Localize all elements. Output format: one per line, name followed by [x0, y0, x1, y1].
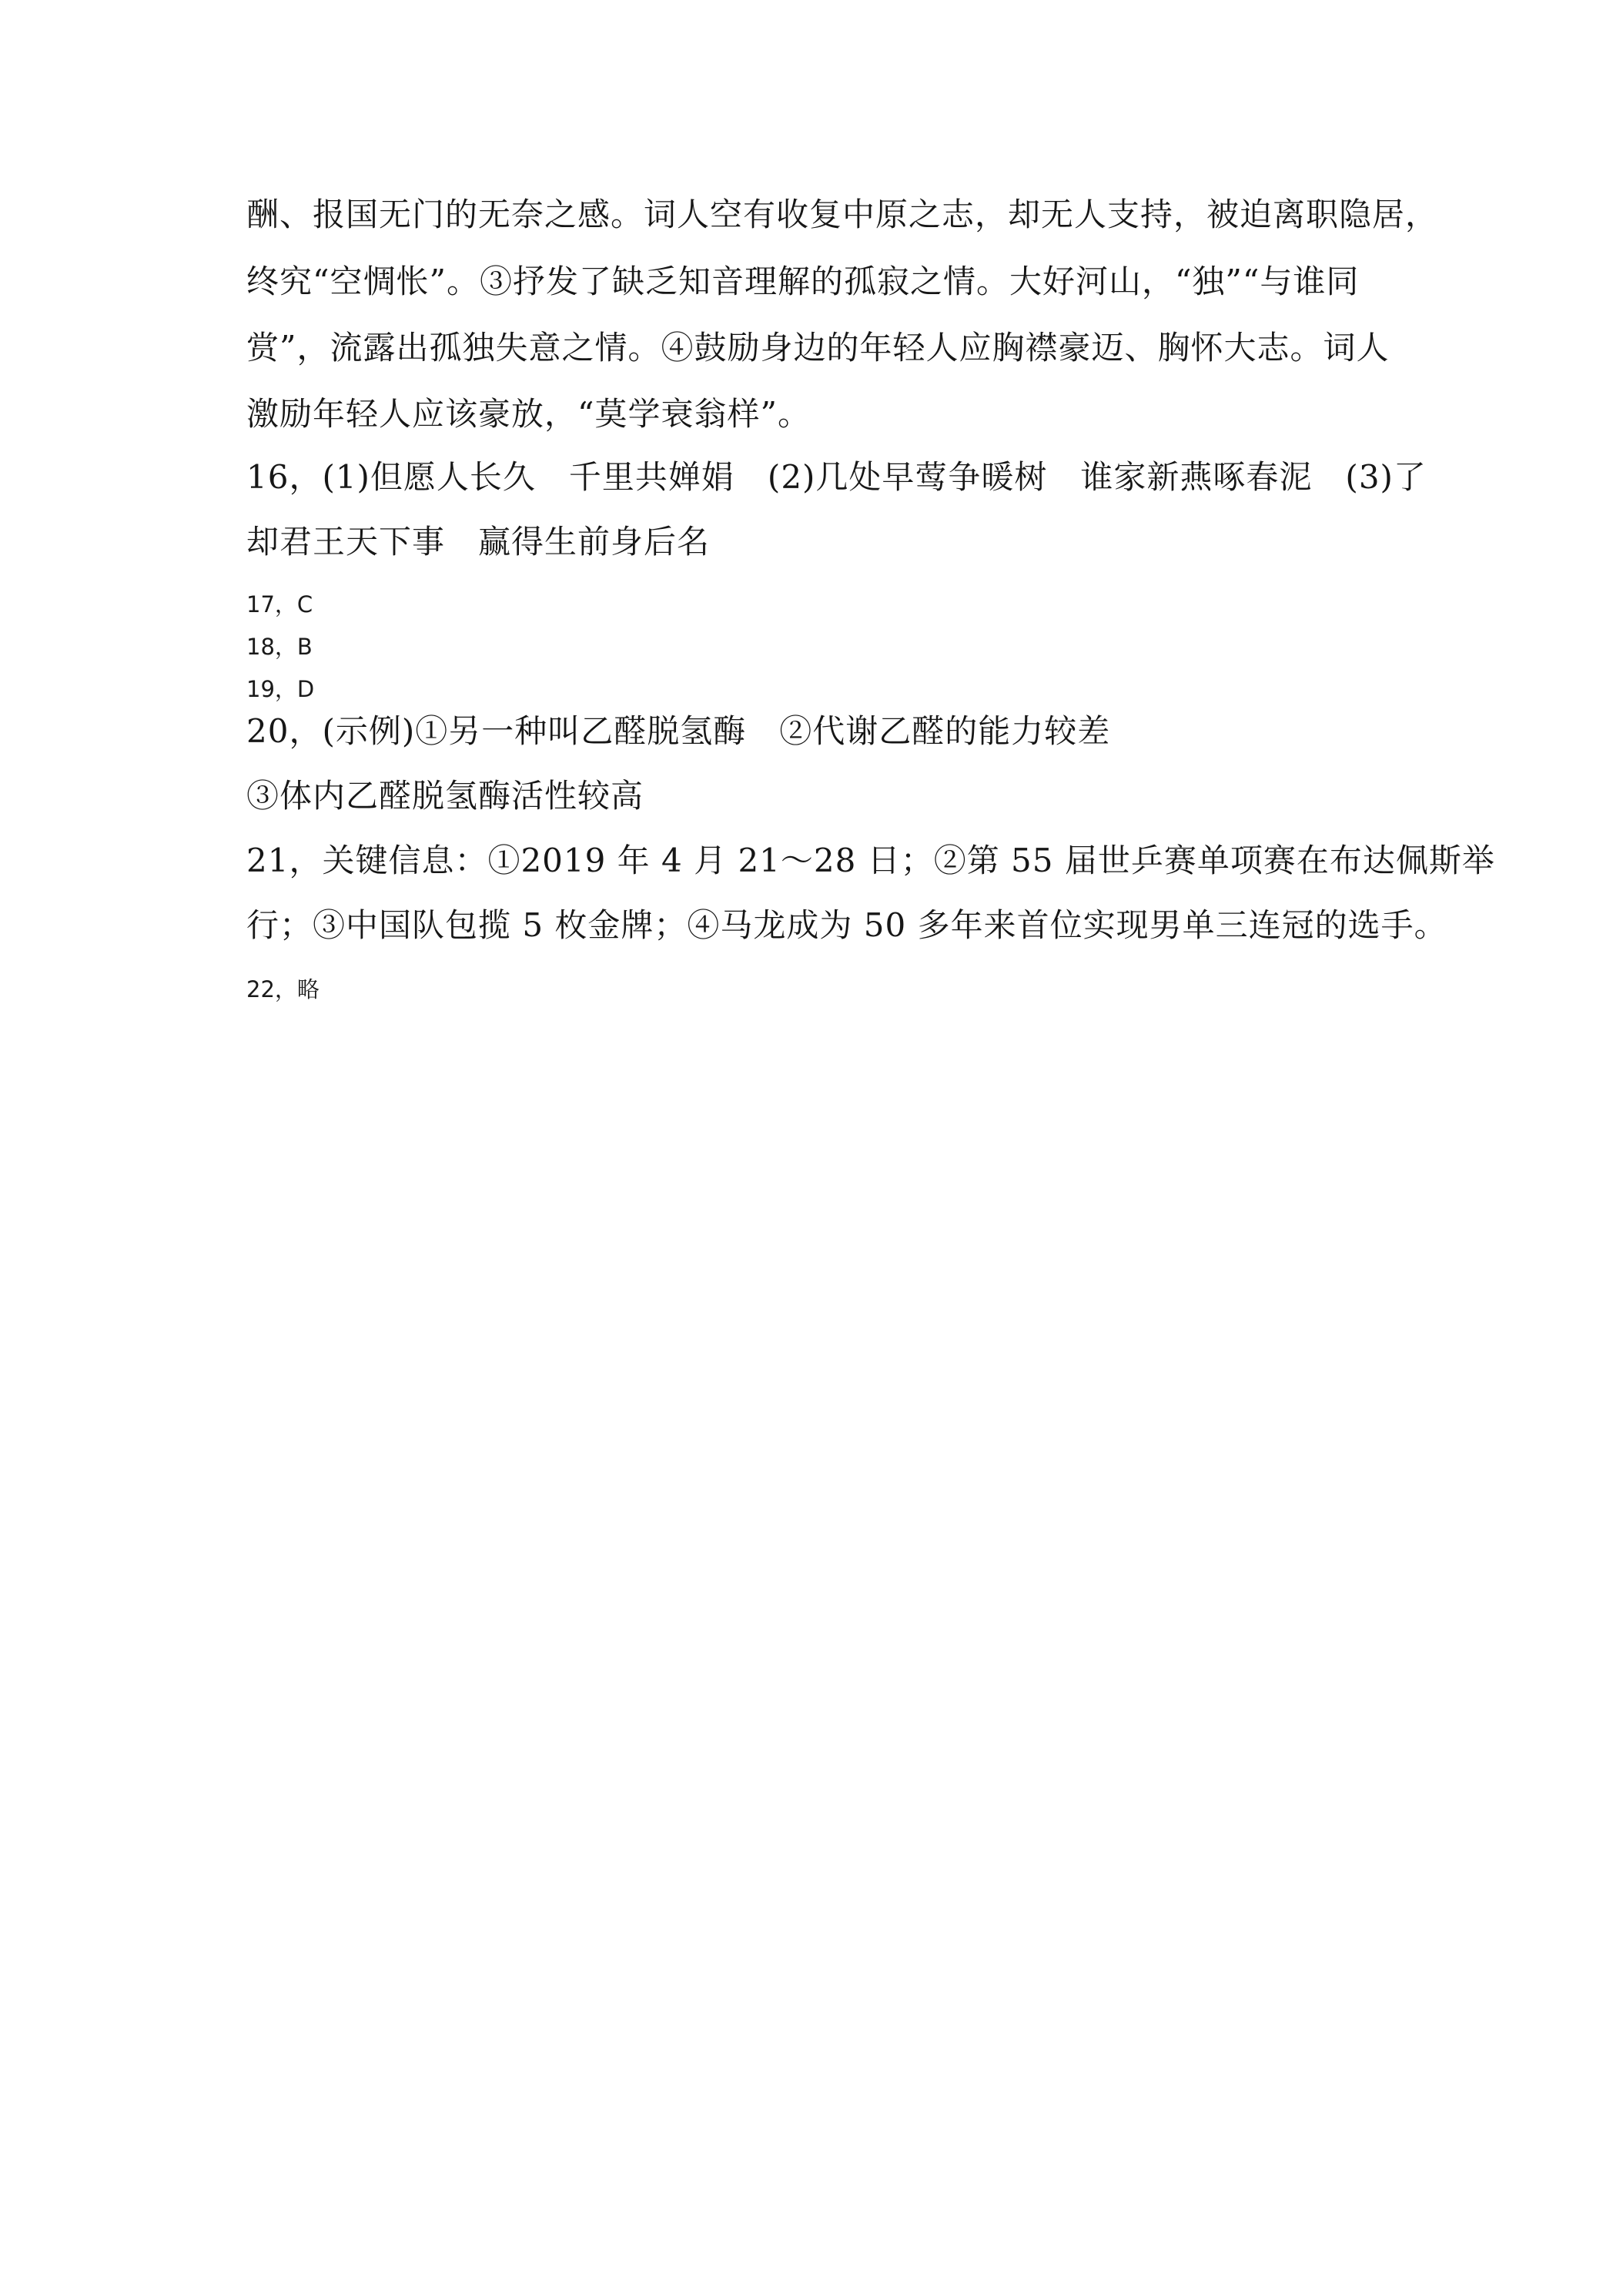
answer-21-line-1: 21，关键信息：①2019 年 4 月 21～28 日；②第 55 届世乒赛单项赛在布达佩斯举	[246, 842, 1495, 879]
answer-15-line-2: 终究“空惆怅”。③抒发了缺乏知音理解的孤寂之情。大好河山，“独”“与谁同	[246, 263, 1360, 300]
answer-20-line-2: ③体内乙醛脱氢酶活性较高	[246, 777, 644, 815]
answer-16-line-1: 16，(1)但愿人长久 千里共婵娟 (2)几处早莺争暖树 谁家新燕啄春泥 (3)了	[246, 458, 1427, 496]
answer-17: 17，C	[246, 591, 313, 618]
answer-15-line-3: 赏”，流露出孤独失意之情。④鼓励身边的年轻人应胸襟豪迈、胸怀大志。词人	[246, 329, 1390, 366]
answer-19: 19，D	[246, 676, 315, 702]
answer-15-line-4: 激励年轻人应该豪放，“莫学衰翁样”。	[246, 395, 811, 433]
answer-15-line-1: 酬、报国无门的无奈之感。词人空有收复中原之志，却无人支持，被迫离职隐居，	[246, 196, 1439, 233]
answer-16-line-2: 却君王天下事 赢得生前身后名	[246, 523, 711, 561]
answer-20-line-1: 20，(示例)①另一种叫乙醛脱氢酶 ②代谢乙醛的能力较差	[246, 712, 1111, 750]
answer-22: 22，略	[246, 976, 320, 1002]
answer-18: 18，B	[246, 634, 313, 660]
answer-21-line-2: 行；③中国队包揽 5 枚金牌；④马龙成为 50 多年来首位实现男单三连冠的选手。	[246, 906, 1447, 944]
